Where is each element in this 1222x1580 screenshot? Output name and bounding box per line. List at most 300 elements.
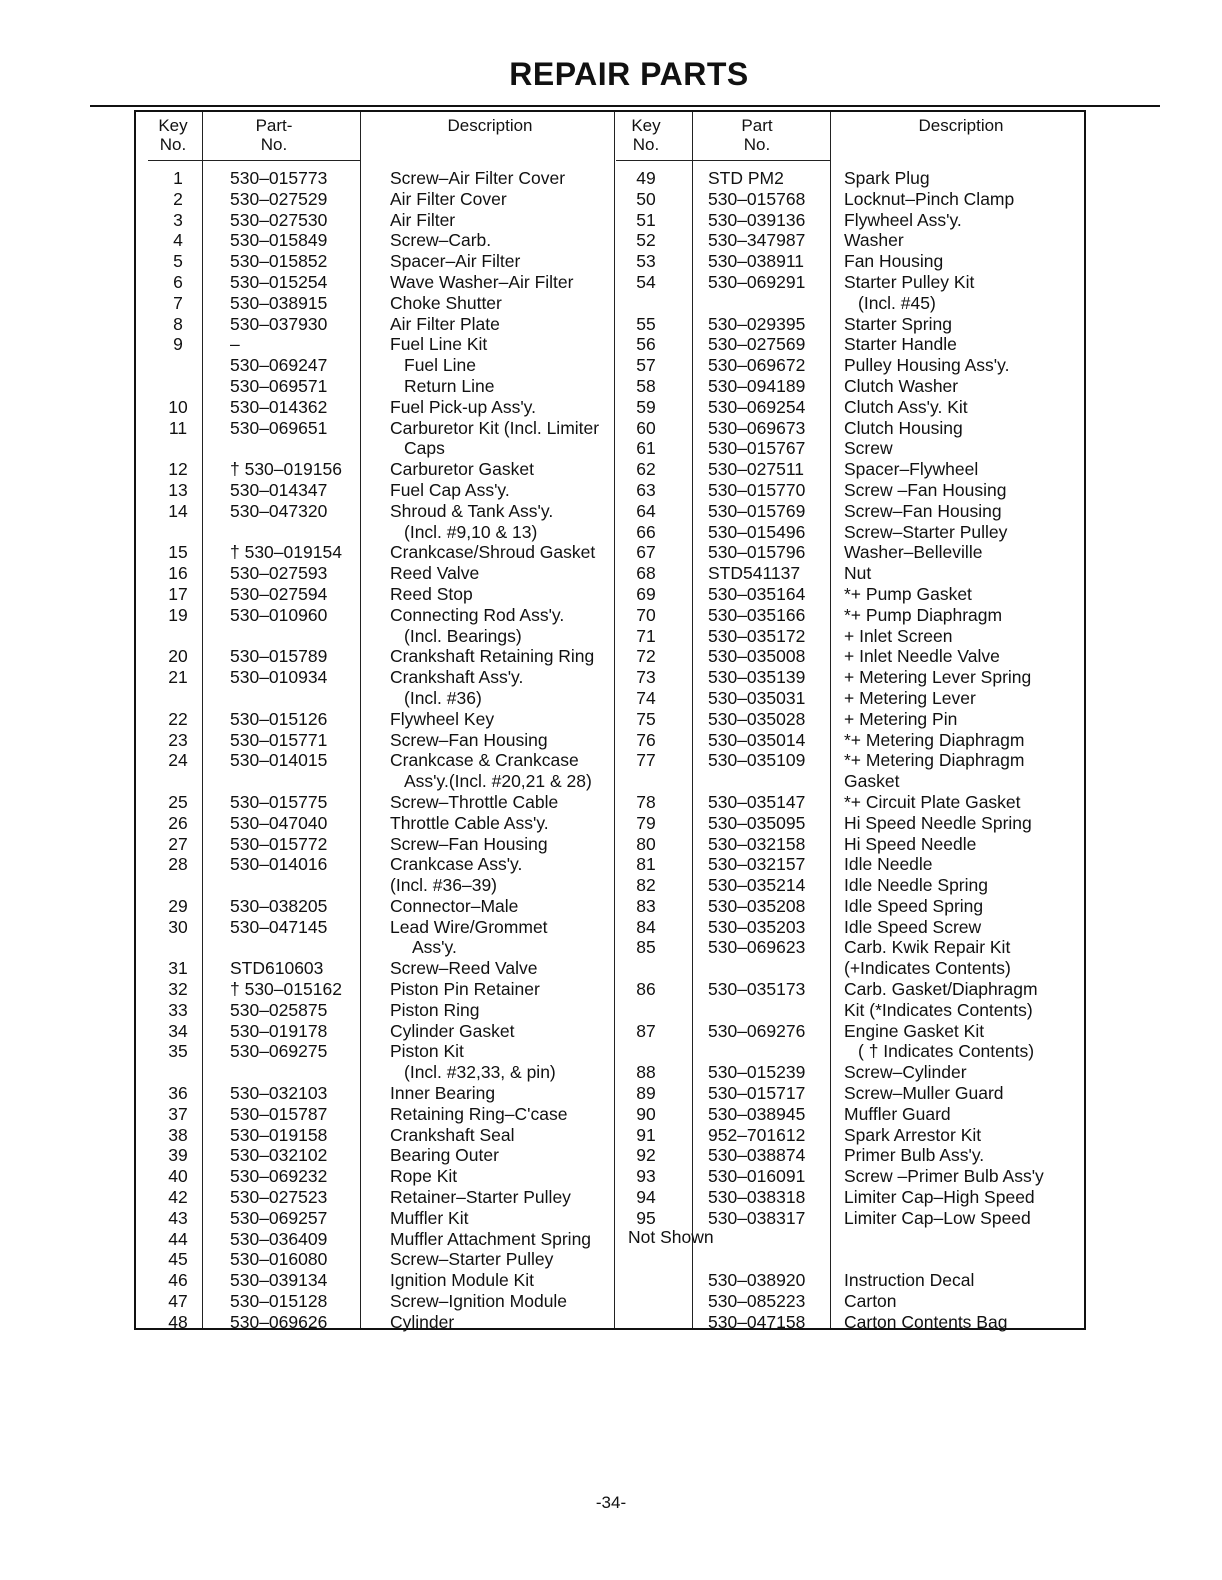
- table-row: [616, 730, 1086, 751]
- part-number-cell: 530–015239: [708, 1062, 806, 1083]
- table-row: [616, 750, 1086, 771]
- header-description-right: Description: [918, 116, 1004, 135]
- part-number-cell: 530–015717: [708, 1083, 806, 1104]
- table-row: [616, 1166, 1086, 1187]
- part-number-cell: 530–014347: [230, 479, 328, 500]
- description-cell: (Incl. #45): [858, 292, 936, 313]
- part-number-cell: 530–069275: [230, 1041, 328, 1062]
- part-number-cell: 530–019158: [230, 1124, 328, 1145]
- part-number-cell: 530–069254: [708, 396, 806, 417]
- key-cell: 13: [168, 479, 188, 500]
- description-cell: Carton Contents Bag: [844, 1311, 1008, 1332]
- part-number-cell: 530–069232: [230, 1166, 328, 1187]
- key-cell: 8: [173, 313, 183, 334]
- table-row: [616, 480, 1086, 501]
- page-title: REPAIR PARTS: [509, 56, 749, 92]
- key-cell: 88: [636, 1062, 656, 1083]
- description-cell: (Incl. Bearings): [404, 625, 522, 646]
- table-row: [148, 626, 618, 647]
- part-number-cell: 530–032103: [230, 1083, 328, 1104]
- description-cell: Spacer–Air Filter: [390, 251, 521, 272]
- table-row: [148, 418, 618, 439]
- description-cell: *+ Metering Diaphragm: [844, 750, 1025, 771]
- table-row: [148, 730, 618, 751]
- description-cell: Screw–Starter Pulley: [390, 1249, 554, 1270]
- table-row: [148, 667, 618, 688]
- table-row: [616, 979, 1086, 1000]
- part-number-cell: 530–025875: [230, 999, 328, 1020]
- part-number-cell: 530–038945: [708, 1103, 806, 1124]
- key-cell: 32: [168, 979, 188, 1000]
- table-row: [148, 1125, 618, 1146]
- table-row: [148, 1083, 618, 1104]
- key-cell: 56: [636, 334, 656, 355]
- table-row: [148, 1166, 618, 1187]
- part-number-cell: 530–069257: [230, 1207, 328, 1228]
- table-row: [148, 958, 618, 979]
- table-row: [616, 1062, 1086, 1083]
- table-row: [616, 1208, 1086, 1229]
- part-number-cell: 530–027523: [230, 1187, 328, 1208]
- key-cell: 42: [168, 1187, 188, 1208]
- part-number-cell: 530–035208: [708, 895, 806, 916]
- key-cell: 91: [636, 1124, 656, 1145]
- table-row: [616, 667, 1086, 688]
- table-row: [616, 272, 1086, 293]
- part-number-cell: 530–035164: [708, 583, 806, 604]
- key-cell: 24: [168, 750, 188, 771]
- part-number-cell: 530–015770: [708, 479, 806, 500]
- description-cell: Retainer–Starter Pulley: [390, 1187, 571, 1208]
- table-row: [148, 501, 618, 522]
- description-cell: Caps: [404, 438, 445, 459]
- part-number-cell: 530–069571: [230, 375, 328, 396]
- description-cell: Engine Gasket Kit: [844, 1020, 985, 1041]
- part-number-cell: 530–032157: [708, 854, 806, 875]
- table-row: [616, 438, 1086, 459]
- description-cell: Ignition Module Kit: [390, 1270, 534, 1291]
- description-cell: Cylinder: [390, 1311, 455, 1332]
- table-row: [616, 210, 1086, 231]
- key-cell: 93: [636, 1166, 656, 1187]
- description-cell: Instruction Decal: [844, 1270, 975, 1291]
- key-cell: 25: [168, 791, 188, 812]
- table-row: [148, 314, 618, 335]
- table-row: [148, 979, 618, 1000]
- description-cell: Screw–Starter Pulley: [844, 521, 1008, 542]
- key-cell: 68: [636, 563, 656, 584]
- table-row: [148, 1104, 618, 1125]
- description-cell: Gasket: [844, 771, 900, 792]
- key-cell: 61: [636, 438, 656, 459]
- key-cell: 59: [636, 396, 656, 417]
- table-row: [616, 522, 1086, 543]
- part-number-cell: 530–027530: [230, 209, 328, 230]
- header-part-left: [204, 116, 344, 154]
- key-cell: 94: [636, 1187, 656, 1208]
- key-cell: 16: [168, 563, 188, 584]
- description-cell: Fuel Line Kit: [390, 334, 488, 355]
- description-cell: Locknut–Pinch Clamp: [844, 188, 1015, 209]
- key-cell: 35: [168, 1041, 188, 1062]
- description-cell: Limiter Cap–High Speed: [844, 1187, 1035, 1208]
- description-cell: Flywheel Key: [390, 708, 495, 729]
- key-cell: 20: [168, 646, 188, 667]
- part-number-cell: 530–069291: [708, 271, 806, 292]
- description-cell: + Inlet Screen: [844, 625, 953, 646]
- description-cell: (Incl. #36–39): [390, 875, 498, 896]
- description-cell: Screw: [844, 438, 893, 459]
- part-number-cell: 530–015787: [230, 1103, 328, 1124]
- table-row: [616, 459, 1086, 480]
- description-cell: Reed Valve: [390, 563, 480, 584]
- header-underline-right: [616, 160, 831, 161]
- description-cell: Fuel Line: [404, 355, 476, 376]
- part-number-cell: 530–035095: [708, 812, 806, 833]
- table-row: [148, 750, 618, 771]
- table-row: [616, 251, 1086, 272]
- part-number-cell: 530–047320: [230, 500, 328, 521]
- part-number-cell: 530–010934: [230, 667, 328, 688]
- parts-list-left: [148, 168, 618, 1333]
- table-row: [616, 1291, 1086, 1312]
- part-number-cell: 952–701612: [708, 1124, 806, 1145]
- part-number-cell: 530–015496: [708, 521, 806, 542]
- description-cell: Bearing Outer: [390, 1145, 499, 1166]
- table-row: [616, 189, 1086, 210]
- table-row: [148, 542, 618, 563]
- description-cell: Screw–Fan Housing: [390, 729, 548, 750]
- description-cell: Crankshaft Retaining Ring: [390, 646, 595, 667]
- key-cell: 76: [636, 729, 656, 750]
- key-cell: 10: [168, 396, 188, 417]
- description-cell: Shroud & Tank Ass'y.: [390, 500, 554, 521]
- key-cell: 6: [173, 271, 183, 292]
- header-part-line2: No.: [260, 135, 288, 154]
- key-cell: 47: [168, 1291, 188, 1312]
- key-cell: 89: [636, 1083, 656, 1104]
- table-row: [148, 646, 618, 667]
- description-cell: Carton: [844, 1291, 897, 1312]
- description-cell: Crankshaft Ass'y.: [390, 667, 524, 688]
- description-cell: Pulley Housing Ass'y.: [844, 355, 1010, 376]
- key-cell: 70: [636, 604, 656, 625]
- table-row: [148, 1187, 618, 1208]
- description-cell: Muffler Attachment Spring: [390, 1228, 592, 1249]
- part-number-cell: 530–094189: [708, 375, 806, 396]
- part-number-cell: 530–069626: [230, 1311, 328, 1332]
- table-row: [616, 418, 1086, 439]
- part-number-cell: 530–069673: [708, 417, 806, 438]
- key-cell: 39: [168, 1145, 188, 1166]
- header-part-right: [692, 116, 822, 154]
- key-cell: 83: [636, 895, 656, 916]
- key-cell: 50: [636, 188, 656, 209]
- description-cell: Air Filter: [390, 209, 456, 230]
- part-number-cell: 530–015849: [230, 230, 328, 251]
- table-row: [148, 1145, 618, 1166]
- key-cell: 30: [168, 916, 188, 937]
- description-cell: *+ Metering Diaphragm: [844, 729, 1025, 750]
- header-key-line2: No.: [159, 135, 187, 154]
- part-number-cell: 530–038874: [708, 1145, 806, 1166]
- table-row: [148, 792, 618, 813]
- description-cell: ( † Indicates Contents): [858, 1041, 1035, 1062]
- part-number-cell: 530–069623: [708, 937, 806, 958]
- part-number-cell: 530–015773: [230, 168, 328, 188]
- part-number-cell: 530–035203: [708, 916, 806, 937]
- table-row: [148, 251, 618, 272]
- part-number-cell: 530–035139: [708, 667, 806, 688]
- part-number-cell: 530–069672: [708, 355, 806, 376]
- part-number-cell: 530–347987: [708, 230, 806, 251]
- key-cell: 23: [168, 729, 188, 750]
- part-number-cell: 530–038318: [708, 1187, 806, 1208]
- header-part-line2: No.: [743, 135, 771, 154]
- part-number-cell: 530–069651: [230, 417, 328, 438]
- part-number-cell: 530–038317: [708, 1207, 806, 1228]
- description-cell: Air Filter Cover: [390, 188, 507, 209]
- part-number-cell: 530–027511: [708, 459, 805, 480]
- header-part-line1: Part-: [255, 116, 293, 135]
- table-row: [616, 1021, 1086, 1042]
- description-cell: Wave Washer–Air Filter: [390, 271, 574, 292]
- part-number-cell: 530–035014: [708, 729, 806, 750]
- key-cell: 54: [636, 271, 656, 292]
- part-number-cell: 530–035028: [708, 708, 806, 729]
- description-cell: Carb. Kwik Repair Kit: [844, 937, 1011, 958]
- table-row: [148, 272, 618, 293]
- key-cell: 73: [636, 667, 656, 688]
- key-cell: 60: [636, 417, 656, 438]
- description-cell: Carb. Gasket/Diaphragm: [844, 979, 1038, 1000]
- part-number-cell: 530–038915: [230, 292, 328, 313]
- part-number-cell: 530–038920: [708, 1270, 806, 1291]
- description-cell: Reed Stop: [390, 583, 473, 604]
- key-cell: 34: [168, 1020, 188, 1041]
- table-row: [616, 1104, 1086, 1125]
- page-number: -34-: [595, 1493, 627, 1512]
- part-number-cell: 530–047158: [708, 1311, 806, 1332]
- description-cell: *+ Circuit Plate Gasket: [844, 791, 1021, 812]
- table-row: [148, 1270, 618, 1291]
- description-cell: Spark Plug: [844, 168, 930, 188]
- part-number-cell: 530–035166: [708, 604, 806, 625]
- table-row: [616, 563, 1086, 584]
- key-cell: 38: [168, 1124, 188, 1145]
- part-number-cell: 530–014015: [230, 750, 328, 771]
- key-cell: 62: [636, 459, 656, 480]
- part-number-cell: 530–014362: [230, 396, 328, 417]
- table-row: [148, 688, 618, 709]
- table-row: [148, 813, 618, 834]
- description-cell: Retaining Ring–C'case: [390, 1103, 568, 1124]
- table-row: [148, 293, 618, 314]
- table-row: [148, 937, 618, 958]
- table-row: [616, 937, 1086, 958]
- description-cell: Screw–Air Filter Cover: [390, 168, 566, 188]
- part-number-cell: 530–015772: [230, 833, 328, 854]
- key-cell: 58: [636, 375, 656, 396]
- description-cell: (Incl. #32,33, & pin): [404, 1062, 556, 1083]
- key-cell: 22: [168, 708, 188, 729]
- table-row: [148, 896, 618, 917]
- part-number-cell: 530–047145: [230, 916, 328, 937]
- table-row: [616, 1145, 1086, 1166]
- key-cell: 15: [168, 542, 188, 563]
- table-row: [148, 1000, 618, 1021]
- table-row: [148, 875, 618, 896]
- table-row: [148, 1312, 618, 1333]
- table-row: [616, 1312, 1086, 1333]
- table-row: [148, 1208, 618, 1229]
- table-row: [616, 1226, 1086, 1250]
- part-number-cell: 530–069276: [708, 1020, 806, 1041]
- description-cell: Crankcase & Crankcase: [390, 750, 579, 771]
- description-cell: *+ Pump Gasket: [844, 583, 972, 604]
- description-cell: Muffler Kit: [390, 1207, 469, 1228]
- key-cell: 82: [636, 875, 656, 896]
- part-number-cell: 530–035008: [708, 646, 806, 667]
- part-number-cell: 530–015775: [230, 791, 328, 812]
- table-row: [616, 646, 1086, 667]
- key-cell: 33: [168, 999, 188, 1020]
- description-cell: Idle Needle: [844, 854, 933, 875]
- table-row: [616, 605, 1086, 626]
- key-cell: 80: [636, 833, 656, 854]
- part-number-cell: 530–027594: [230, 583, 328, 604]
- table-row: [148, 584, 618, 605]
- table-row: [616, 875, 1086, 896]
- part-number-cell: 530–014016: [230, 854, 328, 875]
- table-row: [148, 1041, 618, 1062]
- parts-list-right: [616, 168, 1086, 1333]
- description-cell: Throttle Cable Ass'y.: [390, 812, 549, 833]
- description-cell: Carburetor Kit (Incl. Limiter: [390, 417, 600, 438]
- part-number-cell: 530–010960: [230, 604, 328, 625]
- key-cell: 26: [168, 812, 188, 833]
- table-row: [616, 1187, 1086, 1208]
- table-row: [616, 168, 1086, 189]
- table-row: [616, 1270, 1086, 1291]
- description-cell: Flywheel Ass'y.: [844, 209, 962, 230]
- table-row: [616, 314, 1086, 335]
- description-cell: (+Indicates Contents): [844, 958, 1011, 979]
- description-cell: Clutch Washer: [844, 375, 959, 396]
- key-cell: 48: [168, 1311, 188, 1332]
- description-cell: Crankcase Ass'y.: [390, 854, 523, 875]
- part-number-cell: 530–015796: [708, 542, 806, 563]
- description-cell: Limiter Cap–Low Speed: [844, 1207, 1031, 1228]
- table-row: [148, 834, 618, 855]
- description-cell: Hi Speed Needle: [844, 833, 977, 854]
- key-cell: 55: [636, 313, 656, 334]
- parts-table: [134, 110, 1086, 1330]
- key-cell: 87: [636, 1020, 656, 1041]
- key-cell: 11: [168, 417, 188, 438]
- key-cell: 2: [173, 188, 183, 209]
- table-row: [148, 709, 618, 730]
- table-row: [148, 854, 618, 875]
- key-cell: 66: [636, 521, 656, 542]
- table-row: [616, 1000, 1086, 1021]
- part-number-cell: 530–039136: [708, 209, 806, 230]
- part-number-cell: 530–069247: [230, 355, 328, 376]
- part-number-cell: 530–027529: [230, 188, 328, 209]
- part-number-cell: 530–027593: [230, 563, 328, 584]
- part-number-cell: 530–032158: [708, 833, 806, 854]
- description-cell: Piston Ring: [390, 999, 480, 1020]
- key-cell: 92: [636, 1145, 656, 1166]
- key-cell: 77: [636, 750, 656, 771]
- header-key-line2: No.: [632, 135, 660, 154]
- table-row: [148, 168, 618, 189]
- key-cell: 64: [636, 500, 656, 521]
- part-number-cell: 530–015128: [230, 1291, 328, 1312]
- header-description-left: Description: [447, 116, 533, 135]
- part-number-cell: 530–035173: [708, 979, 806, 1000]
- table-row: [148, 771, 618, 792]
- key-cell: 28: [168, 854, 188, 875]
- header-key-line1: Key: [158, 116, 188, 135]
- table-row: [616, 230, 1086, 251]
- part-number-cell: 530–035147: [708, 791, 806, 812]
- part-number-cell: 530–016080: [230, 1249, 328, 1270]
- table-row: [616, 688, 1086, 709]
- key-cell: 72: [636, 646, 656, 667]
- key-cell: 1: [173, 168, 183, 188]
- table-row: [616, 709, 1086, 730]
- part-number-cell: STD PM2: [708, 168, 784, 188]
- description-cell: Starter Pulley Kit: [844, 271, 975, 292]
- not-shown-label: Not Shown: [628, 1226, 714, 1247]
- key-cell: 69: [636, 583, 656, 604]
- table-row: [148, 459, 618, 480]
- part-number-cell: 530–015852: [230, 251, 328, 272]
- table-row: [148, 1229, 618, 1250]
- description-cell: Screw –Primer Bulb Ass'y: [844, 1166, 1044, 1187]
- description-cell: Crankshaft Seal: [390, 1124, 515, 1145]
- part-number-cell: 530–019178: [230, 1020, 328, 1041]
- part-number-cell: 530–015789: [230, 646, 328, 667]
- description-cell: Screw–Reed Valve: [390, 958, 538, 979]
- header-part-line1: Part: [741, 116, 773, 135]
- key-cell: 9: [173, 334, 183, 355]
- description-cell: Connecting Rod Ass'y.: [390, 604, 565, 625]
- title-rule: [90, 105, 1160, 107]
- key-cell: 5: [173, 251, 183, 272]
- key-cell: 81: [636, 854, 656, 875]
- description-cell: + Inlet Needle Valve: [844, 646, 1000, 667]
- description-cell: (Incl. #36): [404, 687, 482, 708]
- key-cell: 85: [636, 937, 656, 958]
- key-cell: 44: [168, 1228, 188, 1249]
- part-number-cell: 530–029395: [708, 313, 806, 334]
- table-row: [616, 958, 1086, 979]
- table-row: [148, 917, 618, 938]
- table-row: [616, 397, 1086, 418]
- part-number-cell: 530–015126: [230, 708, 328, 729]
- table-row: [148, 355, 618, 376]
- header-underline-left: [148, 160, 360, 161]
- description-cell: Muffler Guard: [844, 1103, 951, 1124]
- key-cell: 4: [173, 230, 183, 251]
- description-cell: Piston Pin Retainer: [390, 979, 540, 1000]
- key-cell: 14: [168, 500, 188, 521]
- description-cell: Air Filter Plate: [390, 313, 500, 334]
- key-cell: 37: [168, 1103, 188, 1124]
- part-number-cell: STD541137: [708, 563, 801, 584]
